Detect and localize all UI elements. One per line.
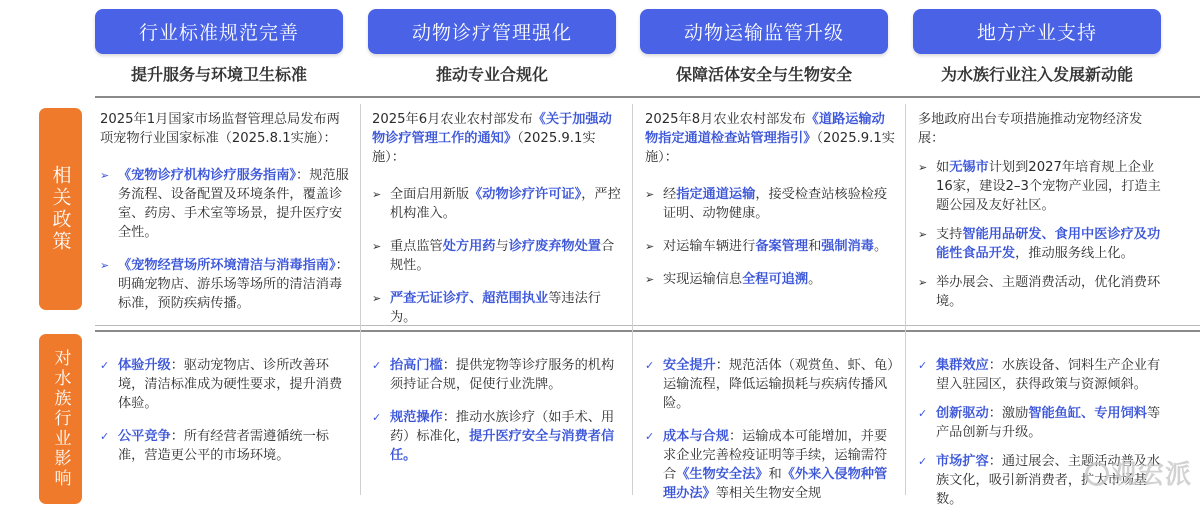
policy-intro: 2025年8月农业农村部发布《道路运输动物指定通道检查站管理指引》（2025.9.1实施）：: [645, 112, 895, 165]
column-header-4: 地方产业支持: [913, 9, 1161, 54]
arrow-icon: ➢: [918, 161, 928, 174]
column-subtitle-4: 为水族行业注入发展新动能: [940, 65, 1133, 84]
arrow-icon: ➢: [100, 259, 110, 272]
list-item: ➢ 如无锡市计划到2027年培育规上企业16家，建设2–3个宠物产业园，打造主题公园及友好社区。: [918, 160, 1161, 213]
arrow-icon: ➢: [645, 273, 655, 286]
check-icon: ✓: [100, 430, 110, 443]
arrow-icon: ➢: [372, 188, 382, 201]
impact-cell-2: [372, 356, 624, 479]
list-item: ➢ 支持智能用品研发、食用中医诊疗及功能性食品开发，推动服务线上化。: [918, 227, 1161, 261]
policy-intro: 2025年1月国家市场监督管理总局发布两项宠物行业国家标准（2025.8.1实施）：: [100, 112, 340, 146]
row-label-policy: 相关政策: [39, 108, 82, 310]
arrow-icon: ➢: [645, 240, 655, 253]
policy-intro: 多地政府出台专项措施推动宠物经济发展：: [918, 112, 1143, 146]
check-icon: ✓: [372, 411, 382, 424]
list-item: ➢ 经指定通道运输，接受检查站核验检疫证明、动物健康。: [645, 187, 888, 221]
column-divider: [360, 104, 361, 495]
list-item: ✓ 规范操作：推动水族诊疗（如手术、用药）标准化，提升医疗安全与消费者信任。: [372, 410, 615, 463]
list-item: ➢ 举办展会、主题消费活动，优化消费环境。: [918, 275, 1161, 309]
policy-cell-1: [100, 110, 352, 327]
impact-cell-4: [918, 356, 1163, 523]
list-item: [100, 256, 352, 313]
list-item: ✓ 体验升级：驱动宠物店、诊所改善环境，清洁标准成为硬性要求，提升消费体验。: [100, 358, 343, 411]
item-text: ：明确宠物店、游乐场等场所的清洁消毒标准，预防疾病传播。: [118, 258, 349, 311]
list-item: ✓ 市场扩容：通过展会、主题活动普及水族文化，吸引新消费者，扩大市场基数。: [918, 454, 1161, 507]
doc-title: 《宠物诊疗机构诊疗服务指南》: [118, 168, 297, 183]
policy-cell-4: [918, 110, 1163, 325]
column-header-3: 动物运输监管升级: [640, 9, 888, 54]
column-subtitle-1: 提升服务与环境卫生标准: [130, 65, 307, 84]
check-icon: ✓: [372, 359, 382, 372]
arrow-icon: ➢: [918, 276, 928, 289]
policy-cell-2: [372, 110, 624, 341]
arrow-icon: ➢: [918, 228, 928, 241]
list-item: ✓ 创新驱动：激励智能鱼缸、专用饲料等产品创新与升级。: [918, 406, 1161, 440]
check-icon: ✓: [918, 455, 928, 468]
list-item: ✓ 公平竞争：所有经营者需遵循统一标准，营造更公平的市场环境。: [100, 429, 329, 463]
doc-title: 《宠物经营场所环境清洁与消毒指南》: [118, 258, 336, 273]
list-item: ✓ 抬高门槛：提供宠物等诊疗服务的机构须持证合规，促使行业洗牌。: [372, 358, 615, 392]
list-item: ✓ 成本与合规：运输成本可能增加，并要求企业完善检疫证明等手续，运输需符合《生物安全法》和《外来入侵物种管理办法》等相关生物安全规: [645, 429, 888, 501]
policy-intro: 2025年6月农业农村部发布《关于加强动物诊疗管理工作的通知》（2025.9.1实施）：: [372, 112, 612, 165]
header-divider: [95, 96, 1200, 98]
list-item: ➢ 严查无证诊疗、超范围执业等违法行为。: [372, 291, 601, 325]
check-icon: ✓: [918, 359, 928, 372]
column-divider: [905, 104, 906, 495]
column-header-2: 动物诊疗管理强化: [368, 9, 616, 54]
list-item: ✓ 集群效应：水族设备、饲料生产企业有望入驻园区，获得政策与资源倾斜。: [918, 358, 1161, 392]
check-icon: ✓: [645, 430, 655, 443]
list-item: ➢ 对运输车辆进行备案管理和强制消毒。: [645, 239, 888, 254]
arrow-icon: ➢: [372, 240, 382, 253]
policy-cell-3: [645, 110, 897, 303]
list-item: ➢ 实现运输信息全程可追溯。: [645, 272, 822, 287]
row-divider: [95, 330, 1200, 332]
column-subtitle-3: 保障活体安全与生物安全: [675, 65, 852, 84]
check-icon: ✓: [645, 359, 655, 372]
item-text: ：规范服务流程、设备配置及环境条件，覆盖诊室、药房、手术室等场景，提升医疗安全性。: [118, 168, 349, 240]
arrow-icon: ➢: [372, 292, 382, 305]
impact-cell-1: [100, 356, 352, 479]
watermark-logo: 观宏派: [1085, 454, 1192, 491]
column-subtitle-2: 推动专业合规化: [435, 65, 548, 84]
column-header-1: 行业标准规范完善: [95, 9, 343, 54]
arrow-icon: ➢: [100, 169, 110, 182]
check-icon: ✓: [918, 407, 928, 420]
row-label-impact: 对水族行业影响: [39, 334, 82, 504]
arrow-icon: ➢: [645, 188, 655, 201]
list-item: ➢ 全面启用新版《动物诊疗许可证》，严控机构准入。: [372, 187, 621, 221]
list-item: [100, 166, 352, 242]
impact-cell-3: [645, 356, 897, 517]
logo-icon: [1085, 462, 1109, 486]
list-item: ➢ 重点监管处方用药与诊疗废弃物处置合规性。: [372, 239, 615, 273]
column-divider: [632, 104, 633, 495]
list-item: ✓ 安全提升：规范活体（观赏鱼、虾、龟）运输流程，降低运输损耗与疾病传播风险。: [645, 358, 894, 411]
check-icon: ✓: [100, 359, 110, 372]
